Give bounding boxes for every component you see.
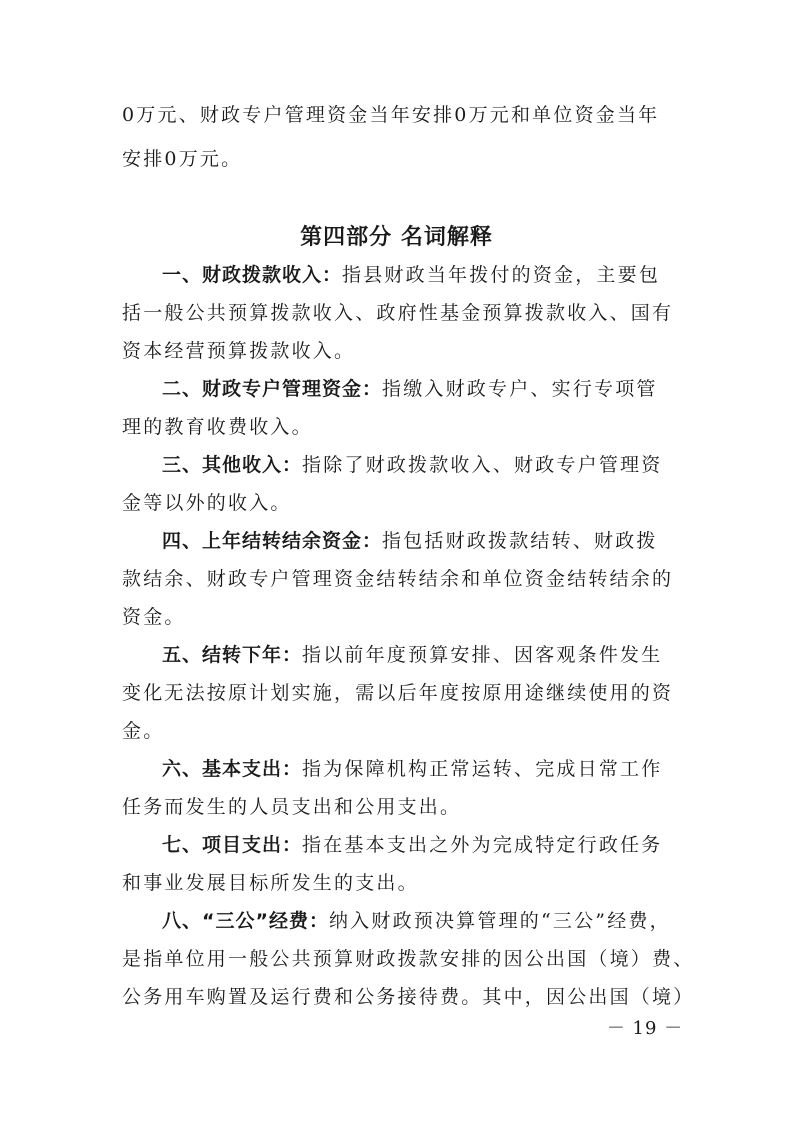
definition-item-8-first-line (162, 906, 674, 936)
definition-item-7-line-2: 和事业发展目标所发生的支出。 (122, 872, 419, 894)
definition-text: 指缴入财政专户、实行专项管 (382, 378, 658, 400)
definition-item-5-first-line (162, 640, 674, 670)
definition-text: 指除了财政拨款收入、财政专户管理资 (302, 454, 663, 476)
definition-term: 六、基本支出： (162, 758, 303, 780)
section-title: 第四部分 名词解释 (300, 225, 493, 250)
definition-item-8-line-2: 是指单位用一般公共预算财政拨款安排的因公出国（境）费、 (122, 948, 695, 970)
definition-item-6-line-2: 任务而发生的人员支出和公用支出。 (122, 796, 462, 818)
definition-item-4-line-3: 资金。 (122, 606, 186, 628)
definition-item-6-first-line (162, 754, 674, 784)
definition-item-2-line-2: 理的教育收费收入。 (122, 416, 313, 438)
definition-text: 纳入财政预决算管理的“三公”经费， (328, 910, 671, 932)
definition-term: 三、其他收入： (162, 454, 303, 476)
definition-item-8-line-3: 公务用车购置及运行费和公务接待费。其中，因公出国（境） (122, 986, 695, 1008)
intro-line-1: 0万元、财政专户管理资金当年安排0万元和单位资金当年 (122, 104, 660, 126)
definition-item-1-line-3: 资本经营预算拨款收入。 (122, 340, 356, 362)
definition-term: 八、“三公”经费： (162, 910, 329, 932)
definition-item-2-first-line (162, 374, 674, 404)
definition-term: 一、财政拨款收入： (162, 264, 343, 286)
definition-item-3-first-line (162, 450, 674, 480)
definition-term: 五、结转下年： (162, 644, 303, 666)
definition-item-1-line-2: 括一般公共预算拨款收入、政府性基金预算拨款收入、国有 (122, 302, 674, 324)
definition-item-7-first-line (162, 830, 674, 860)
definition-text: 指在基本支出之外为完成特定行政任务 (302, 834, 663, 856)
definition-text: 指为保障机构正常运转、完成日常工作 (302, 758, 663, 780)
page-number: － 19 － (606, 1018, 684, 1039)
definition-item-1-first-line (162, 260, 674, 290)
definition-term: 四、上年结转结余资金： (162, 530, 383, 552)
definition-item-3-line-2: 金等以外的收入。 (122, 492, 292, 514)
definition-text: 指县财政当年拨付的资金，主要包 (342, 264, 661, 286)
intro-line-2: 安排0万元。 (122, 148, 243, 170)
definition-item-5-line-3: 金。 (122, 720, 165, 742)
definition-term: 二、财政专户管理资金： (162, 378, 383, 400)
definition-item-4-first-line (162, 526, 674, 556)
definition-text: 指以前年度预算安排、因客观条件发生 (302, 644, 663, 666)
definition-term: 七、项目支出： (162, 834, 303, 856)
definition-item-5-line-2: 变化无法按原计划实施，需以后年度按原用途继续使用的资 (122, 682, 674, 704)
definition-item-4-line-2: 款结余、财政专户管理资金结转结余和单位资金结转结余的 (122, 568, 674, 590)
definition-text: 指包括财政拨款结转、财政拨 (382, 530, 658, 552)
